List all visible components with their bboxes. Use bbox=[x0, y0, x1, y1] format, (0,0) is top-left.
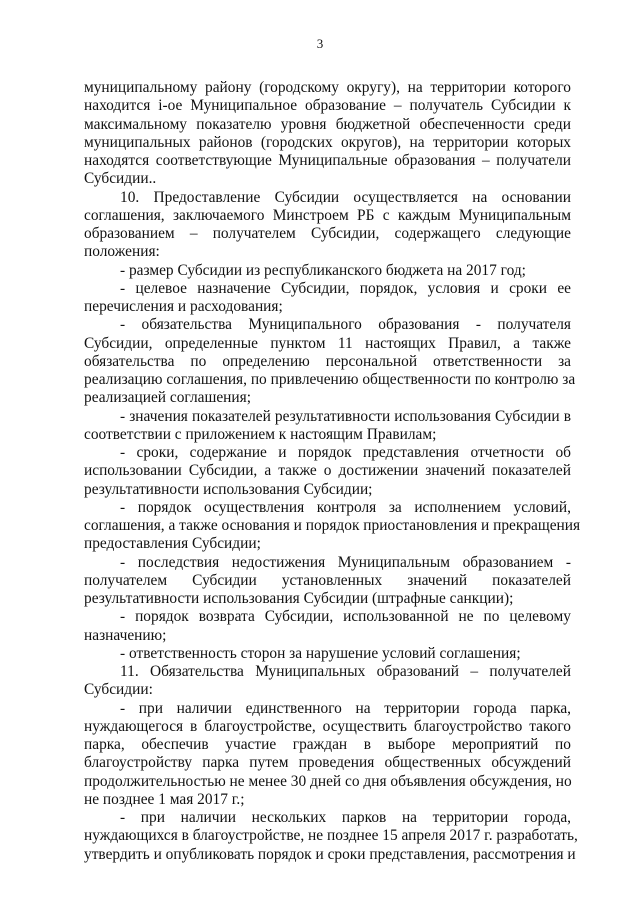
text-line: результативности использования Субсидии (штрафные санкции); bbox=[84, 590, 514, 607]
document-body-text bbox=[84, 79, 581, 864]
text-line: нуждающегося в благоустройстве, осуществить благоустройство такого bbox=[84, 717, 571, 735]
text-line: не позднее 1 мая 2017 г.; bbox=[84, 790, 245, 808]
text-line: Субсидии, определенные пунктом 11 настоящих Правил, а также bbox=[84, 334, 571, 352]
text-line: назначению; bbox=[84, 626, 167, 644]
text-line: результативности использования Субсидии; bbox=[84, 480, 373, 498]
text-line: муниципальному району (городскому округу), на территории которого bbox=[84, 79, 571, 96]
text-line: - целевое назначение Субсидии, порядок, условия и сроки ее bbox=[120, 279, 571, 297]
text-line: продолжительностью не менее 30 дней со дня объявления обсуждения, но bbox=[84, 772, 572, 790]
text-line: утвердить и опубликовать порядок и сроки представления, рассмотрения и bbox=[84, 845, 576, 863]
text-line: парка, обеспечив участие граждан в выборе мероприятий по bbox=[84, 736, 571, 753]
text-line: использовании Субсидии, а также о достижении значений показателей bbox=[84, 462, 571, 480]
text-line: - ответственность сторон за нарушение условий соглашения; bbox=[120, 644, 521, 662]
text-line: получателем Субсидии установленных значений показателей bbox=[84, 571, 571, 589]
text-line: - при наличии единственного на территории города парка, bbox=[120, 699, 571, 717]
text-line: положения: bbox=[84, 243, 160, 261]
text-line: - при наличии нескольких парков на территории города, bbox=[120, 809, 571, 826]
text-line: предоставления Субсидии; bbox=[84, 535, 261, 553]
text-line: муниципальных районов (городских округов), на территории которых bbox=[84, 133, 571, 151]
text-line: соглашения, а также основания и порядок приостановления и прекращения bbox=[84, 517, 581, 534]
text-line: находится i-ое Муниципальное образование – получатель Субсидии к bbox=[84, 97, 571, 115]
text-line: обязательства по определению персональной ответственности за bbox=[84, 352, 571, 370]
text-line: благоустройству парка путем проведения общественных обсуждений bbox=[84, 754, 571, 772]
text-line: 10. Предоставление Субсидии осуществляется на основании bbox=[120, 188, 571, 206]
text-line: соглашения, заключаемого Минстроем РБ с каждым Муниципальным bbox=[84, 206, 571, 224]
text-line: - сроки, содержание и порядок представления отчетности об bbox=[120, 444, 571, 461]
text-line: образованием – получателем Субсидии, содержащего следующие bbox=[84, 225, 571, 242]
text-line: - последствия недостижения Муниципальным образованием - bbox=[120, 553, 571, 571]
page-number: 3 bbox=[316, 36, 324, 51]
text-line: - значения показателей результативности использования Субсидии в bbox=[120, 407, 571, 425]
text-line: - порядок осуществления контроля за исполнением условий, bbox=[120, 498, 571, 516]
text-line: находятся соответствующие Муниципальные образования – получатели bbox=[84, 152, 571, 169]
text-line: нуждающихся в благоустройстве, не позднее 15 апреля 2017 г. разработать, bbox=[84, 827, 578, 845]
text-line: соответствии с приложением к настоящим Правилам; bbox=[84, 425, 437, 443]
text-line: 11. Обязательства Муниципальных образований – получателей bbox=[120, 663, 571, 680]
text-line: реализацию соглашения, по привлечению общественности по контролю за bbox=[84, 371, 576, 388]
text-line: Субсидии.. bbox=[84, 170, 157, 188]
text-line: максимальному показателю уровня бюджетной обеспеченности среди bbox=[84, 115, 571, 133]
text-line: реализацией соглашения; bbox=[84, 389, 251, 407]
text-line: - размер Субсидии из республиканского бюджета на 2017 год; bbox=[120, 261, 526, 279]
text-line: - порядок возврата Субсидии, использованной не по целевому bbox=[120, 608, 571, 626]
text-line: перечисления и расходования; bbox=[84, 298, 283, 315]
text-line: - обязательства Муниципального образования - получателя bbox=[120, 316, 571, 334]
text-line: Субсидии: bbox=[84, 681, 153, 699]
